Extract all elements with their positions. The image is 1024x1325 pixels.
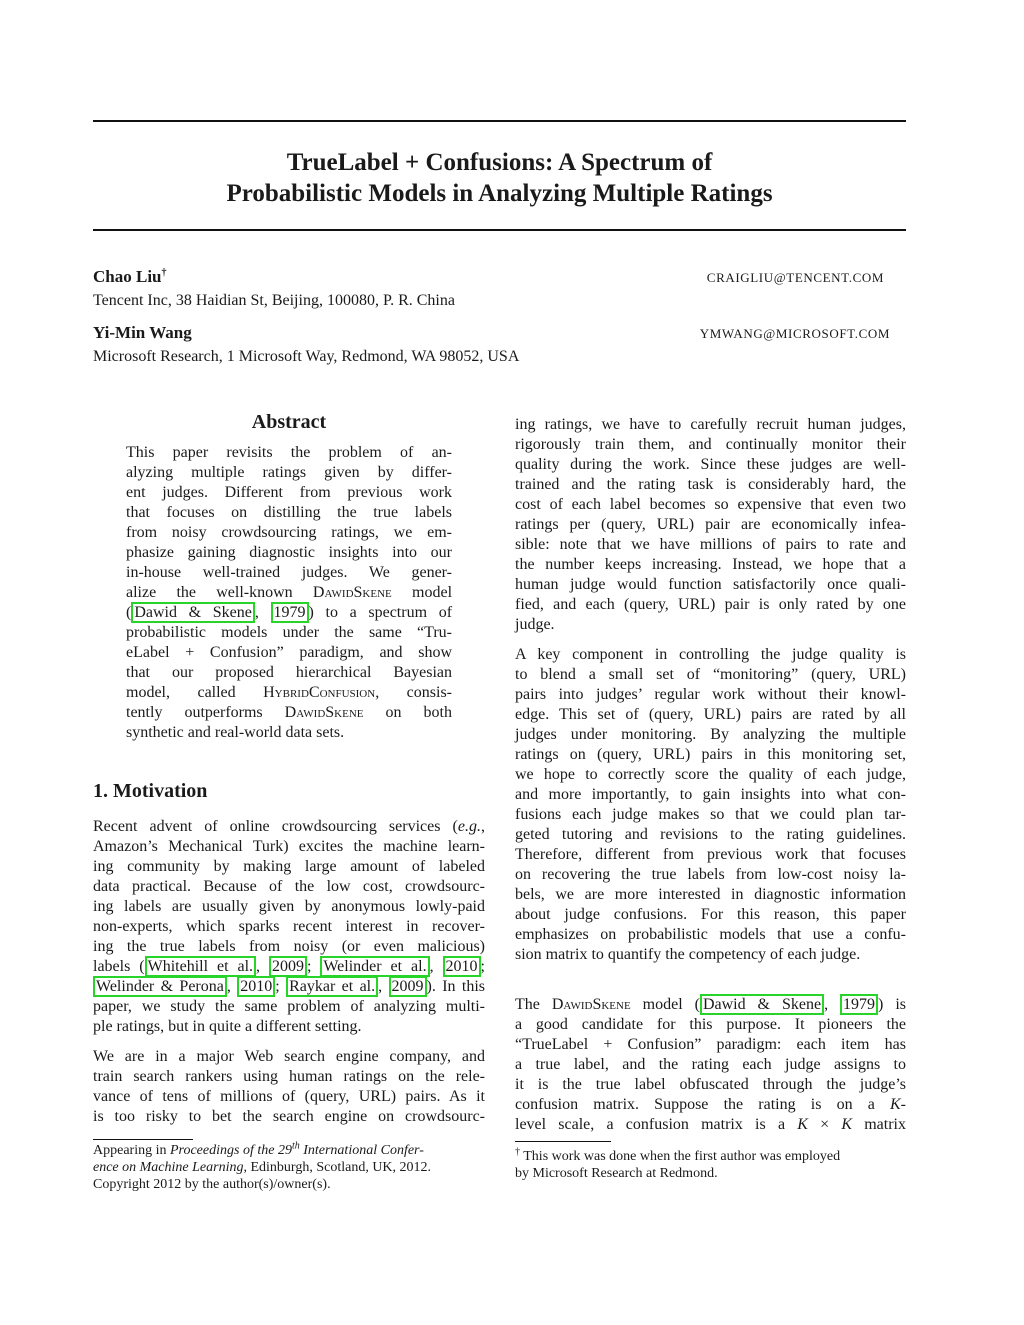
citation-link[interactable]: Welinder et al. xyxy=(320,956,429,977)
citation-year-link[interactable]: 1979 xyxy=(840,994,878,1015)
motivation-paragraph-2 xyxy=(93,1047,485,1127)
text-line: judges under monitoring. By analyzing the multiple xyxy=(515,726,906,743)
text-line: the number keeps increasing. Instead, we hope that a xyxy=(515,556,906,573)
text-line: trained and the rating task is considerably hard, the xyxy=(515,476,906,493)
text-line: a true label, and the rating each judge assigns to xyxy=(515,1056,906,1073)
text-line: emphasizes on probabilistic models that use a confu- xyxy=(515,926,906,943)
text-line: ing the true labels from noisy (or even malicious) xyxy=(93,938,485,955)
text-line: bels, we are more interested in diagnostic information xyxy=(515,886,906,903)
motivation-paragraph-1 xyxy=(93,817,485,1037)
right-paragraph-1 xyxy=(515,415,906,635)
author-1-affiliation: Tencent Inc, 38 Haidian St, Beijing, 100080, P. R. China xyxy=(93,292,455,309)
right-paragraph-2 xyxy=(515,645,906,965)
abstract-body xyxy=(126,443,452,743)
method-name: DawidSkene xyxy=(284,704,364,721)
citation-year-link[interactable]: 2010 xyxy=(443,956,481,977)
citation-link[interactable]: Raykar et al. xyxy=(286,976,378,997)
text-line: Welinder & Perona , 2010 ; Raykar et al. , 2009 ). In this xyxy=(93,977,485,997)
citation-link[interactable]: Whitehill et al. xyxy=(145,956,256,977)
citation-year-link[interactable]: 2009 xyxy=(389,976,427,997)
text-line: pairs into judges’ regular work without their knowl- xyxy=(515,686,906,703)
abstract-line: model, called HybridConfusion, consis- xyxy=(126,684,452,701)
title-bottom-rule xyxy=(93,229,906,231)
author-1-footnote-mark: † xyxy=(161,267,167,279)
text-line: Therefore, different from previous work that focuses xyxy=(515,846,906,863)
citation-link[interactable]: Dawid & Skene xyxy=(700,994,824,1015)
text-line: vance of tens of millions of (query, URL) pairs. As it xyxy=(93,1088,485,1105)
title-line-2: Probabilistic Models in Analyzing Multiple Ratings xyxy=(226,180,773,207)
paper-title xyxy=(93,147,906,209)
abstract-line: from noisy crowdsourcing ratings, we em- xyxy=(126,524,452,541)
venue-footnote: Appearing in Proceedings of the 29th International Confer- ence on Machine Learning, Edinburgh, Scotland, UK, 2012. Copyright 2012 by the author(s)/owner(s). xyxy=(93,1140,432,1192)
abstract-line: phasize gaining diagnostic insights into our xyxy=(126,544,452,561)
text-line: confusion matrix. Suppose the rating is on a K- xyxy=(515,1096,906,1113)
text-line: sion matrix to quantify the competency of each judge. xyxy=(515,946,861,963)
text-line: data practical. Because of the low cost, crowdsourc- xyxy=(93,878,485,895)
author-footnote: † This work was done when the first author was employed by Microsoft Research at Redmond. xyxy=(515,1146,841,1181)
text-line: to blend a small set of “monitoring” (query, URL) xyxy=(515,666,906,683)
abstract-line: synthetic and real-world data sets. xyxy=(126,724,345,741)
text-line: about judge confusions. For this reason, this paper xyxy=(515,906,906,923)
abstract-line: alyzing multiple ratings given by differ- xyxy=(126,464,452,481)
citation-link[interactable]: Welinder & Perona xyxy=(93,976,227,997)
text-line: Amazon’s Mechanical Turk) excites the machine learn- xyxy=(93,838,485,855)
text-line: quality during the work. Since these judges are well- xyxy=(515,456,906,473)
abstract-line: ent judges. Different from previous work xyxy=(126,484,452,501)
abstract-heading: Abstract xyxy=(251,411,327,433)
author-2-name: Yi-Min Wang xyxy=(93,323,192,342)
text-line: We are in a major Web search engine company, and xyxy=(93,1048,485,1065)
text-line: ing ratings, we have to carefully recruit human judges, xyxy=(515,416,906,433)
text-line: judge. xyxy=(515,616,555,633)
abstract-line: probabilistic models under the same “Tru- xyxy=(126,624,452,641)
citation-link[interactable]: Dawid & Skene xyxy=(131,602,255,623)
method-name: DawidSkene xyxy=(312,584,392,601)
author-2-email[interactable]: YMWANG@MICROSOFT.COM xyxy=(699,326,890,341)
text-line: is too risky to bet the search engine on crowdsourc- xyxy=(93,1108,485,1125)
citation-year-link[interactable]: 1979 xyxy=(271,602,309,623)
text-line: rigorously train them, and continually monitor their xyxy=(515,436,906,453)
text-line: cost of each label becomes so expensive that even two xyxy=(515,496,906,513)
text-line: labels ( Whitehill et al. , 2009 ; Welinder et al. , 2010 ; xyxy=(93,958,485,975)
author-2-affiliation: Microsoft Research, 1 Microsoft Way, Redmond, WA 98052, USA xyxy=(93,348,520,365)
text-line: it is the true label obfuscated through the judge’s xyxy=(515,1076,906,1093)
author-1-email[interactable]: CRAIGLIU@TENCENT.COM xyxy=(706,270,884,285)
text-line: we hope to correctly score the quality of each judge, xyxy=(515,766,906,783)
title-line-1: TrueLabel + Confusions: A Spectrum of xyxy=(286,149,713,176)
abstract-line: alize the well-known DawidSkene model xyxy=(126,584,453,601)
text-line: ratings on (query, URL) pairs in this monitoring set, xyxy=(515,746,906,763)
footnote-mark: † xyxy=(515,1146,520,1158)
citation-year-link[interactable]: 2009 xyxy=(269,956,307,977)
text-line: A key component in controlling the judge quality is xyxy=(515,646,906,663)
title-top-rule xyxy=(93,120,906,122)
text-line: train search rankers using human ratings on the rele- xyxy=(93,1068,485,1085)
text-line: paper, we study the same problem of analyzing multi- xyxy=(93,998,485,1015)
abstract-line: in-house well-trained judges. We gener- xyxy=(126,564,452,581)
text-line: on recovering the true labels from low-cost noisy la- xyxy=(515,866,906,883)
footnote-rule-left xyxy=(93,1139,193,1140)
abstract-line: that focuses on distilling the true labels xyxy=(126,504,452,521)
text-line: edge. This set of (query, URL) pairs are rated by all xyxy=(515,706,906,723)
citation-year-link[interactable]: 2010 xyxy=(237,976,275,997)
author-1-name: Chao Liu† xyxy=(93,267,167,286)
text-line: ing community by making large amount of labeled xyxy=(93,858,485,875)
text-line: ple ratings, but in quite a different setting. xyxy=(93,1018,362,1035)
text-line: geted tutoring and revisions to the rating guidelines. xyxy=(515,826,906,843)
text-line: ing labels are usually given by anonymous lowly-paid xyxy=(93,898,485,915)
right-paragraph-3 xyxy=(515,995,906,1135)
abstract-line: tently outperforms DawidSkene on both xyxy=(126,704,452,721)
method-name: HybridConfusion xyxy=(263,684,376,701)
text-line: “TrueLabel + Confusion” paradigm: each item has xyxy=(515,1036,906,1053)
text-line: a good candidate for this purpose. It pioneers the xyxy=(515,1016,906,1033)
text-line: fied, and each (query, URL) pair is only rated by one xyxy=(515,596,906,613)
method-name: DawidSkene xyxy=(551,996,631,1013)
text-line: and more importantly, to gain insights into what con- xyxy=(515,786,906,803)
abstract-line: eLabel + Confusion” paradigm, and show xyxy=(126,644,452,661)
text-line: fusions each judge makes so that we could plan tar- xyxy=(515,806,906,823)
section-heading-motivation: 1. Motivation xyxy=(93,780,208,802)
abstract-line: that our proposed hierarchical Bayesian xyxy=(126,664,452,681)
abstract-line: This paper revisits the problem of an- xyxy=(126,444,452,461)
text-line: human judge would function satisfactorily once quali- xyxy=(515,576,906,593)
text-line: sible: note that we have millions of pairs to rate and xyxy=(515,536,906,553)
text-line: non-experts, which sparks recent interest in recover- xyxy=(93,918,485,935)
text-line: level scale, a confusion matrix is a K × K matrix xyxy=(515,1116,907,1133)
text-line: ratings per (query, URL) pair are economically infea- xyxy=(515,516,906,533)
abstract-line: ( Dawid & Skene , 1979 ) to a spectrum of xyxy=(126,604,453,621)
footnote-rule-right xyxy=(515,1141,611,1142)
text-line: The DawidSkene model ( Dawid & Skene , 1979 ) is xyxy=(515,996,907,1013)
text-line: Recent advent of online crowdsourcing services (e.g., xyxy=(93,818,485,835)
